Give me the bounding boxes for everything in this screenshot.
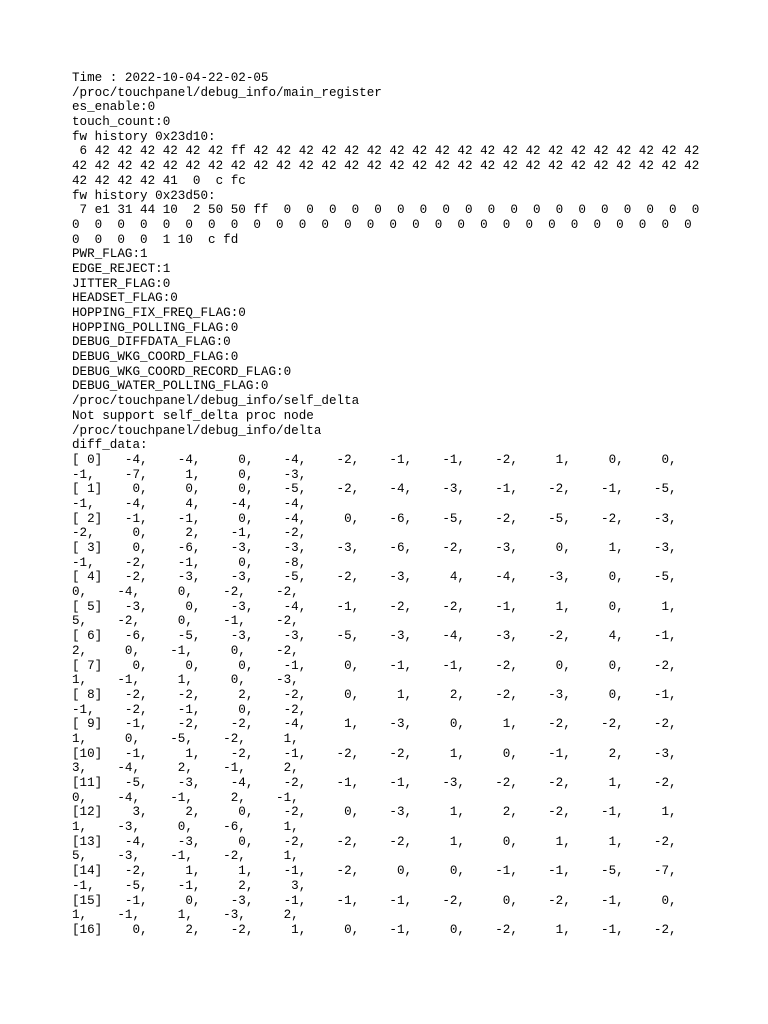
log-line: es_enable:0: [72, 100, 156, 115]
log-line: 5, -3, -1, -2, 1,: [72, 849, 299, 864]
log-line: 42 42 42 42 41 0 c fc: [72, 173, 246, 188]
log-line: [ 4] -2, -3, -3, -5, -2, -3, 4, -4, -3, 0, -5,: [72, 570, 677, 585]
log-line: [ 8] -2, -2, 2, -2, 0, 1, 2, -2, -3, 0, -1,: [72, 687, 677, 702]
log-line: [ 5] -3, 0, -3, -4, -1, -2, -2, -1, 1, 0, 1,: [72, 599, 677, 614]
log-line: DEBUG_WKG_COORD_RECORD_FLAG:0: [72, 364, 292, 379]
log-line: 0 0 0 0 1 10 c fd: [72, 232, 239, 247]
log-line: -2, 0, 2, -1, -2,: [72, 526, 307, 541]
log-line: 2, 0, -1, 0, -2,: [72, 643, 299, 658]
log-line: -1, -7, 1, 0, -3,: [72, 467, 307, 482]
log-line: /proc/touchpanel/debug_info/main_register: [72, 85, 382, 100]
log-line: DEBUG_DIFFDATA_FLAG:0: [72, 335, 231, 350]
log-line: DEBUG_WKG_COORD_FLAG:0: [72, 350, 239, 365]
log-line: 0, -4, 0, -2, -2,: [72, 585, 299, 600]
log-line: -1, -2, -1, 0, -2,: [72, 702, 307, 717]
log-line: [ 0] -4, -4, 0, -4, -2, -1, -1, -2, 1, 0, 0,: [72, 452, 677, 467]
log-line: [ 7] 0, 0, 0, -1, 0, -1, -1, -2, 0, 0, -2,: [72, 658, 677, 673]
log-line: PWR_FLAG:1: [72, 247, 148, 262]
log-line: JITTER_FLAG:0: [72, 276, 171, 291]
log-line: 3, -4, 2, -1, 2,: [72, 761, 299, 776]
log-line: -1, -4, 4, -4, -4,: [72, 496, 307, 511]
log-line: EDGE_REJECT:1: [72, 261, 171, 276]
log-line: [16] 0, 2, -2, 1, 0, -1, 0, -2, 1, -1, -2,: [72, 922, 677, 937]
log-line: 0, -4, -1, 2, -1,: [72, 790, 299, 805]
log-line: [13] -4, -3, 0, -2, -2, -2, 1, 0, 1, 1, -2,: [72, 834, 677, 849]
log-line: fw history 0x23d10:: [72, 129, 216, 144]
log-line: 5, -2, 0, -1, -2,: [72, 614, 299, 629]
log-line: [ 6] -6, -5, -3, -3, -5, -3, -4, -3, -2, 4, -1,: [72, 629, 677, 644]
log-line: 1, -3, 0, -6, 1,: [72, 820, 299, 835]
log-line: diff_data:: [72, 438, 148, 453]
log-line: /proc/touchpanel/debug_info/delta: [72, 423, 322, 438]
log-line: 1, -1, 1, -3, 2,: [72, 908, 299, 923]
log-document: [72, 71, 712, 938]
log-line: /proc/touchpanel/debug_info/self_delta: [72, 394, 360, 409]
log-line: 0 0 0 0 0 0 0 0 0 0 0 0 0 0 0 0 0 0 0 0 0 0 0 0 0 0 0 0: [72, 217, 692, 232]
log-line: [ 3] 0, -6, -3, -3, -3, -6, -2, -3, 0, 1, -3,: [72, 541, 677, 555]
log-line: -1, -2, -1, 0, -8,: [72, 555, 307, 570]
log-line: DEBUG_WATER_POLLING_FLAG:0: [72, 379, 269, 394]
log-line: HOPPING_POLLING_FLAG:0: [72, 320, 239, 335]
log-line: [ 1] 0, 0, 0, -5, -2, -4, -3, -1, -2, -1, -5,: [72, 482, 677, 497]
log-line: 42 42 42 42 42 42 42 42 42 42 42 42 42 42 42 42 42 42 42 42 42 42 42 42 42 42 42 42: [72, 159, 700, 174]
log-line: Time : 2022-10-04-22-02-05: [72, 71, 269, 85]
log-line: [15] -1, 0, -3, -1, -1, -1, -2, 0, -2, -1, 0,: [72, 893, 677, 908]
log-line: 6 42 42 42 42 42 42 ff 42 42 42 42 42 42 42 42 42 42 42 42 42 42 42 42 42 42 42 42: [72, 144, 700, 159]
log-line: fw history 0x23d50:: [72, 188, 216, 203]
log-line: touch_count:0: [72, 115, 171, 130]
log-line: [14] -2, 1, 1, -1, -2, 0, 0, -1, -1, -5, -7,: [72, 864, 677, 879]
log-line: HOPPING_FIX_FREQ_FLAG:0: [72, 306, 246, 320]
log-line: [11] -5, -3, -4, -2, -1, -1, -3, -2, -2, 1, -2,: [72, 776, 677, 790]
log-line: HEADSET_FLAG:0: [72, 291, 178, 306]
log-line: [ 9] -1, -2, -2, -4, 1, -3, 0, 1, -2, -2, -2,: [72, 717, 677, 732]
log-line: Not support self_delta proc node: [72, 408, 314, 423]
log-line: -1, -5, -1, 2, 3,: [72, 878, 307, 893]
log-line: 7 e1 31 44 10 2 50 50 ff 0 0 0 0 0 0 0 0 0 0 0 0 0 0 0 0 0 0 0: [72, 203, 700, 218]
log-line: [10] -1, 1, -2, -1, -2, -2, 1, 0, -1, 2, -3,: [72, 746, 677, 761]
log-line: 1, -1, 1, 0, -3,: [72, 673, 299, 688]
log-line: 1, 0, -5, -2, 1,: [72, 731, 299, 746]
log-line: [12] 3, 2, 0, -2, 0, -3, 1, 2, -2, -1, 1,: [72, 805, 677, 820]
log-line: [ 2] -1, -1, 0, -4, 0, -6, -5, -2, -5, -2, -3,: [72, 511, 677, 526]
